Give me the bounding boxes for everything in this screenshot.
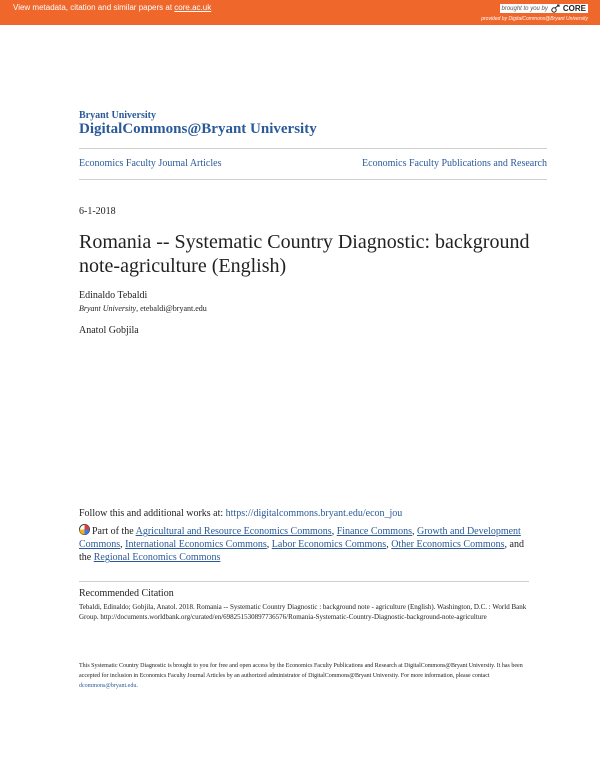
- access-notice: [79, 661, 529, 691]
- commons-link-agricultural[interactable]: Agricultural and Resource Economics Commons: [135, 526, 332, 537]
- contact-email[interactable]: dcommons@bryant.edu: [79, 683, 137, 689]
- university-name[interactable]: Bryant University: [79, 110, 156, 121]
- repository-name[interactable]: DigitalCommons@Bryant University: [79, 121, 317, 137]
- follow-line: [79, 508, 402, 519]
- commons-link-growth[interactable]: Growth and Development Commons: [79, 526, 521, 550]
- core-logo[interactable]: [551, 4, 586, 13]
- commons-link-regional[interactable]: Regional Economics Commons: [93, 552, 221, 563]
- affiliation-name: Bryant University: [79, 304, 137, 313]
- commons-link-finance[interactable]: Finance Commons: [336, 526, 412, 537]
- author-1-affiliation: [79, 304, 207, 313]
- brought-text: brought to you by: [501, 5, 548, 12]
- part-of-prefix: Part of the: [92, 526, 136, 537]
- nav-journal-articles[interactable]: Economics Faculty Journal Articles: [79, 158, 222, 169]
- core-label: CORE: [562, 4, 586, 13]
- core-link[interactable]: core.ac.uk: [174, 3, 212, 12]
- author-1-email[interactable]: , etebaldi@bryant.edu: [136, 304, 207, 313]
- nav-publications-research[interactable]: Economics Faculty Publications and Research: [362, 158, 547, 169]
- provided-strip: [0, 14, 600, 25]
- author-1: Edinaldo Tebaldi: [79, 290, 148, 301]
- institution-header: [79, 110, 317, 138]
- core-icon: [551, 4, 561, 13]
- commons-link-international[interactable]: International Economics Commons: [125, 539, 267, 550]
- provided-text: provided by DigitalCommons@Bryant University: [481, 16, 588, 22]
- notice-text: This Systematic Country Diagnostic is brought to you for free and open access by the Economics Faculty Publications and Research at DigitalCommons@Bryant University. It has been accepted for inclusion in Economics Faculty Journal Articles by an authorized administrator of DigitalCommons@Bryant University. For more information, please contact: [79, 663, 523, 679]
- part-of-section: Part of the Agricultural and Resource Economics Commons, Finance Commons, Growth and Development Commons, International Economics Commons, Labor Economics Commons, Other Economics Commons, and the Regional Economics Commons: [79, 526, 524, 563]
- notice-end: .: [136, 683, 138, 689]
- network-icon: [79, 524, 90, 535]
- and-the-text: , and the: [79, 539, 524, 563]
- author-2: Anatol Gobjila: [79, 325, 139, 336]
- citation-heading: Recommended Citation: [79, 581, 529, 599]
- collection-nav: [79, 148, 547, 180]
- commons-link-other[interactable]: Other Economics Commons: [391, 539, 505, 550]
- citation-text: Tebaldi, Edinaldo; Gobjila, Anatol. 2018. Romania -- Systematic Country Diagnostic : background note - agriculture (English). Washington, D.C. : World Bank Group. http://documents.worldbank.org/curated/en/698251530897736576/Romania-Systematic-Country-Diagnostic-background-note-agriculture: [79, 603, 527, 621]
- publication-date: 6-1-2018: [79, 206, 116, 217]
- metadata-line: [13, 3, 211, 12]
- metadata-text: View metadata, citation and similar papers at: [13, 3, 175, 12]
- commons-link-labor[interactable]: Labor Economics Commons: [271, 539, 387, 550]
- follow-url[interactable]: https://digitalcommons.bryant.edu/econ_jou: [225, 508, 403, 519]
- brought-by: [500, 4, 589, 13]
- paper-title: Romania -- Systematic Country Diagnostic: background note-agriculture (English): [79, 231, 530, 277]
- follow-label: Follow this and additional works at:: [79, 508, 226, 519]
